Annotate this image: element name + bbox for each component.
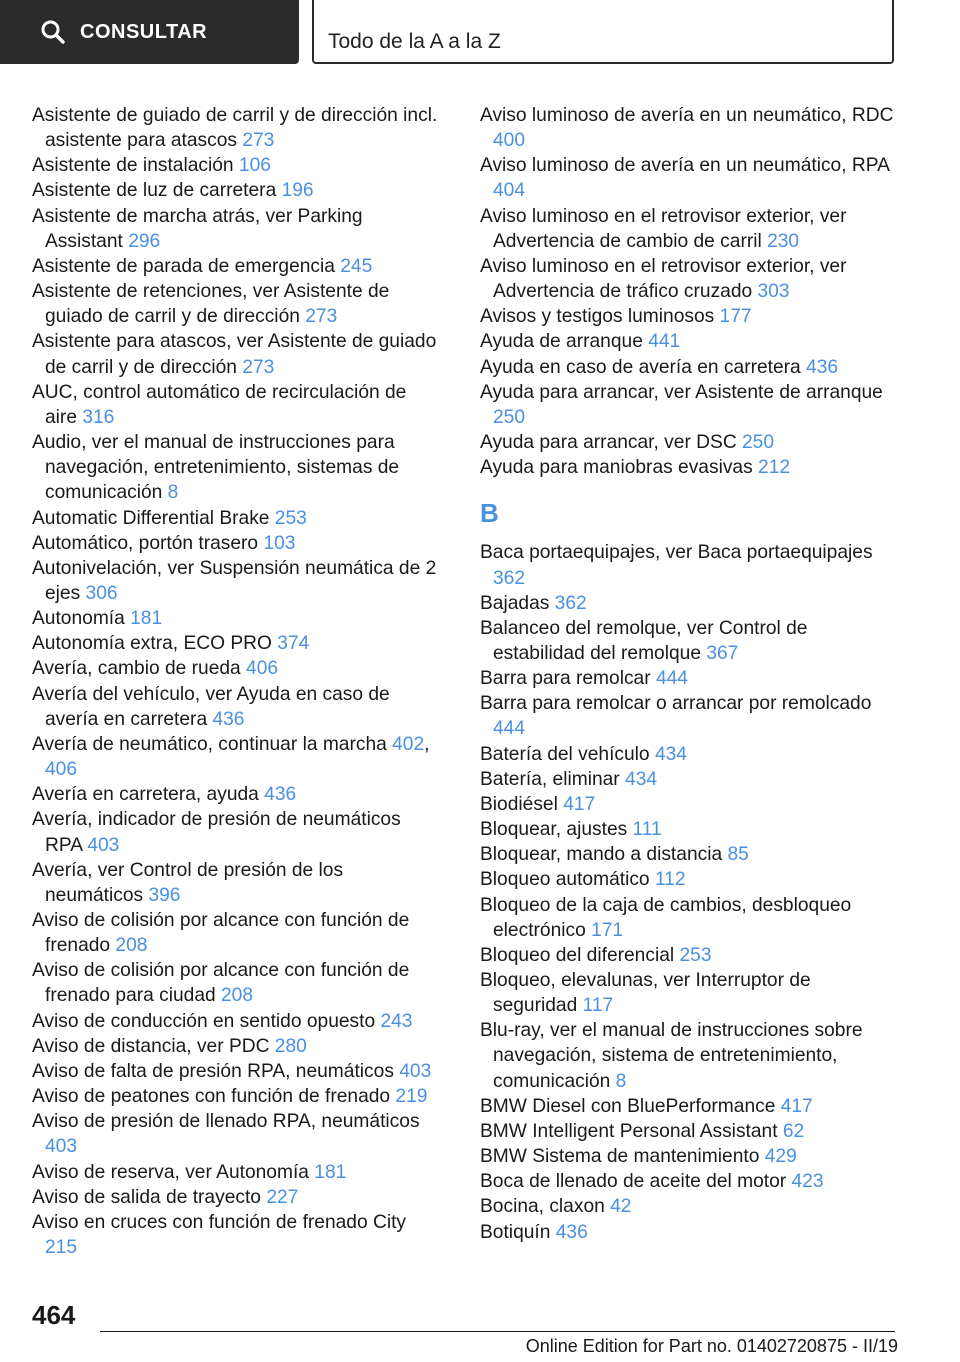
index-entry bbox=[480, 329, 900, 354]
index-entry bbox=[480, 691, 900, 741]
breadcrumb-title: Todo de la A a la Z bbox=[328, 30, 501, 53]
index-entry bbox=[480, 254, 900, 304]
index-entry-text: Avería en carretera, ayuda bbox=[32, 784, 265, 806]
index-entry-text: Ayuda en caso de avería en carretera bbox=[480, 356, 807, 378]
index-entry bbox=[480, 103, 900, 153]
index-entry bbox=[32, 631, 442, 656]
page-link[interactable]: 112 bbox=[654, 869, 686, 891]
index-entry bbox=[32, 153, 442, 178]
index-entries-b bbox=[480, 540, 900, 1244]
page-link[interactable]: 177 bbox=[719, 306, 752, 328]
index-entry bbox=[480, 455, 900, 480]
page-link[interactable]: 253 bbox=[274, 507, 307, 529]
consultar-tab[interactable] bbox=[0, 0, 299, 64]
index-entry-text: Aviso de falta de presión RPA, neumáticos bbox=[32, 1060, 400, 1082]
page-link[interactable]: 404 bbox=[493, 180, 526, 202]
page-link[interactable]: 434 bbox=[625, 768, 658, 790]
index-entry bbox=[480, 355, 900, 380]
index-entry bbox=[480, 1144, 900, 1169]
index-entry-text: Aviso luminoso de avería en un neumático, RPA bbox=[480, 155, 889, 177]
index-entry-text: Aviso luminoso en el retrovisor exterior, ver Advertencia de tráfico cruzado bbox=[480, 255, 847, 303]
index-entry bbox=[32, 782, 442, 807]
index-entry bbox=[480, 380, 900, 430]
page-link[interactable]: 374 bbox=[277, 633, 310, 655]
page-link[interactable]: 273 bbox=[242, 130, 275, 152]
index-entry-text: Bloqueo del diferencial bbox=[480, 944, 680, 966]
page-header bbox=[0, 0, 960, 66]
index-column-right bbox=[480, 103, 900, 1245]
page-link[interactable]: 436 bbox=[806, 356, 839, 378]
index-entry-text: Autonivelación, ver Suspensión neumática de 2 ejes bbox=[32, 557, 437, 604]
section-letter-heading: B bbox=[480, 498, 499, 529]
index-entry bbox=[32, 329, 442, 379]
index-entry bbox=[32, 506, 442, 531]
index-entry bbox=[480, 1220, 900, 1245]
index-entry-text: Bloqueo de la caja de cambios, desbloqueo electrónico bbox=[480, 894, 852, 941]
page-link[interactable]: 8 bbox=[615, 1070, 627, 1092]
page-link[interactable]: 103 bbox=[263, 532, 296, 554]
page-link[interactable]: 396 bbox=[148, 884, 181, 906]
index-entry-text: AUC, control automático de recirculación de aire bbox=[32, 381, 407, 428]
index-entry bbox=[32, 178, 442, 203]
index-entry bbox=[32, 606, 442, 631]
page-link[interactable]: 62 bbox=[782, 1120, 805, 1142]
page-link[interactable]: 42 bbox=[610, 1196, 632, 1218]
index-entry bbox=[480, 1094, 900, 1119]
page-link[interactable]: 417 bbox=[563, 793, 596, 815]
page-link[interactable]: 436 bbox=[555, 1221, 588, 1243]
index-entry bbox=[32, 1185, 442, 1210]
index-entry bbox=[32, 1084, 442, 1109]
page-link[interactable]: 212 bbox=[758, 457, 791, 479]
page-link[interactable]: 181 bbox=[130, 608, 163, 630]
page-link[interactable]: 436 bbox=[264, 784, 297, 806]
index-entry bbox=[32, 531, 442, 556]
index-entry bbox=[480, 153, 900, 203]
index-entry-text: Avería, ver Control de presión de los neumáticos bbox=[32, 859, 344, 906]
index-entry-text: Ayuda de arranque bbox=[480, 331, 649, 353]
index-entry bbox=[32, 430, 442, 505]
index-entry-text: Batería, eliminar bbox=[480, 768, 626, 790]
index-entry-text: Aviso luminoso de avería en un neumático, RDC bbox=[480, 105, 894, 126]
index-entry-text: Aviso luminoso en el retrovisor exterior, ver Advertencia de cambio de carril bbox=[480, 205, 847, 252]
page-link[interactable]: 434 bbox=[654, 743, 687, 765]
index-entry bbox=[480, 430, 900, 455]
page-link[interactable]: 117 bbox=[582, 995, 614, 1017]
page-link[interactable]: 444 bbox=[493, 718, 526, 740]
index-entry-text: Avisos y testigos luminosos bbox=[480, 306, 720, 328]
index-entry-text: Biodiésel bbox=[480, 793, 564, 815]
index-entry-text: Avería, cambio de rueda bbox=[32, 658, 247, 680]
page-link[interactable]: 219 bbox=[395, 1086, 428, 1108]
index-column-left bbox=[32, 103, 442, 1260]
index-entry-text: Asistente de guiado de carril y de dirección incl. asistente para atascos bbox=[32, 105, 438, 152]
index-entry-text: Aviso de distancia, ver PDC bbox=[32, 1035, 275, 1057]
index-entry-text: Asistente de instalación bbox=[32, 155, 239, 177]
page-link[interactable]: 8 bbox=[167, 482, 179, 504]
index-entry bbox=[480, 792, 900, 817]
index-entry-text: Avería, indicador de presión de neumáticos RPA bbox=[32, 809, 401, 856]
index-entry-text: Aviso de colisión por alcance con función de frenado bbox=[32, 910, 410, 957]
index-entry-text: Bajadas bbox=[480, 592, 555, 614]
page-link[interactable]: 316 bbox=[82, 406, 115, 428]
index-entry bbox=[32, 858, 442, 908]
index-entry-text: Asistente de parada de emergencia bbox=[32, 255, 341, 277]
index-entry-text: Barra para remolcar o arrancar por remolcado bbox=[480, 693, 872, 715]
page-link[interactable]: 196 bbox=[281, 180, 314, 202]
index-entry-text: Aviso en cruces con función de frenado City bbox=[32, 1211, 407, 1233]
index-entry-text: Avería del vehículo, ver Ayuda en caso de avería en carretera bbox=[32, 683, 390, 730]
index-entry bbox=[480, 304, 900, 329]
search-icon bbox=[40, 19, 66, 45]
index-entry-text: Bloqueo automático bbox=[480, 869, 655, 891]
index-entry bbox=[480, 616, 900, 666]
page-link[interactable]: 171 bbox=[591, 919, 624, 941]
index-entry bbox=[480, 742, 900, 767]
page-link[interactable]: 436 bbox=[212, 708, 245, 730]
page-link[interactable]: 85 bbox=[727, 844, 749, 866]
page-link[interactable]: 227 bbox=[266, 1186, 299, 1208]
index-entry bbox=[32, 656, 442, 681]
index-entry-text: Autonomía bbox=[32, 608, 131, 630]
index-entry-text: Aviso de colisión por alcance con función de frenado para ciudad bbox=[32, 960, 410, 1007]
page-link[interactable]: 367 bbox=[706, 642, 739, 664]
index-entry bbox=[32, 254, 442, 279]
consultar-label: CONSULTAR bbox=[80, 20, 208, 43]
index-entry bbox=[480, 204, 900, 254]
page-link[interactable]: 402 bbox=[392, 733, 425, 755]
page-link[interactable]: 243 bbox=[380, 1010, 413, 1032]
footer-edition: Online Edition for Part no. 01402720875 - II/19 bbox=[525, 1336, 898, 1356]
page-link[interactable]: 429 bbox=[764, 1146, 797, 1168]
index-entry bbox=[480, 666, 900, 691]
index-entry bbox=[480, 867, 900, 892]
page-link[interactable]: 441 bbox=[648, 331, 681, 353]
page-link[interactable]: 406 bbox=[45, 759, 78, 781]
index-entry bbox=[480, 1194, 900, 1219]
page-link[interactable]: 406 bbox=[246, 658, 279, 680]
page-link[interactable]: 208 bbox=[115, 935, 148, 957]
index-entry bbox=[32, 1059, 442, 1084]
page-link[interactable]: 280 bbox=[274, 1035, 307, 1057]
page-number: 464 bbox=[32, 1300, 76, 1330]
breadcrumb bbox=[312, 0, 894, 64]
index-entry-text: Autonomía extra, ECO PRO bbox=[32, 633, 278, 655]
page-link[interactable]: 106 bbox=[238, 155, 271, 177]
index-entry-text: Aviso de salida de trayecto bbox=[32, 1186, 267, 1208]
footer-divider bbox=[100, 1331, 895, 1332]
index-entry bbox=[32, 103, 442, 153]
page-link[interactable]: 423 bbox=[791, 1171, 824, 1193]
index-entry bbox=[480, 591, 900, 616]
index-entry bbox=[480, 1119, 900, 1144]
index-entry-text: Botiquín bbox=[480, 1221, 556, 1243]
index-entry-text: Boca de llenado de aceite del motor bbox=[480, 1171, 792, 1193]
index-entry-text: Bloquear, mando a distancia bbox=[480, 844, 728, 866]
index-entry bbox=[32, 1210, 442, 1260]
index-entry bbox=[480, 817, 900, 842]
index-entry-text: Ayuda para arrancar, ver DSC bbox=[480, 432, 743, 454]
page-link[interactable]: 230 bbox=[767, 230, 800, 252]
index-entry bbox=[480, 1169, 900, 1194]
index-entry bbox=[480, 943, 900, 968]
index-entry bbox=[32, 958, 442, 1008]
index-entry-text: Ayuda para arrancar, ver Asistente de arranque bbox=[480, 381, 883, 403]
index-entry-text: Asistente de luz de carretera bbox=[32, 180, 282, 202]
page-link[interactable]: 417 bbox=[780, 1095, 813, 1117]
index-entry bbox=[32, 1109, 442, 1159]
index-entry-text: Baca portaequipajes, ver Baca portaequipajes bbox=[480, 542, 873, 564]
index-entry-text: Automatic Differential Brake bbox=[32, 507, 275, 529]
page-link[interactable]: 253 bbox=[679, 944, 712, 966]
index-entry-text: Blu-ray, ver el manual de instrucciones sobre navegación, sistema de entretenimiento, comunicación bbox=[480, 1020, 863, 1092]
index-entry bbox=[480, 893, 900, 943]
index-entries-a bbox=[480, 103, 900, 480]
index-entry-text: BMW Intelligent Personal Assistant bbox=[480, 1120, 783, 1142]
index-entry bbox=[32, 807, 442, 857]
page-link[interactable]: 400 bbox=[493, 130, 526, 152]
index-entry bbox=[32, 556, 442, 606]
page-link[interactable]: 403 bbox=[399, 1060, 432, 1082]
index-entry-text: Bloquear, ajustes bbox=[480, 819, 633, 841]
index-entry-text: Audio, ver el manual de instrucciones para navegación, entretenimiento, sistemas de comunicación bbox=[32, 432, 400, 504]
page-link[interactable]: 362 bbox=[554, 592, 587, 614]
page-link[interactable]: 111 bbox=[632, 819, 662, 841]
index-entry bbox=[480, 540, 900, 590]
index-entry bbox=[480, 842, 900, 867]
index-entry-text: Batería del vehículo bbox=[480, 743, 655, 765]
index-entry bbox=[32, 380, 442, 430]
index-entry-text: Aviso de presión de llenado RPA, neumáticos bbox=[32, 1111, 420, 1133]
page-link[interactable]: 250 bbox=[493, 406, 526, 428]
index-entry bbox=[32, 279, 442, 329]
index-entry bbox=[32, 1009, 442, 1034]
index-entry-text: BMW Diesel con BluePerformance bbox=[480, 1095, 781, 1117]
page-link[interactable]: 362 bbox=[493, 567, 526, 589]
index-entry bbox=[32, 1034, 442, 1059]
index-entry bbox=[32, 682, 442, 732]
index-entry-text: Automático, portón trasero bbox=[32, 532, 264, 554]
index-entry-text: Aviso de conducción en sentido opuesto bbox=[32, 1010, 381, 1032]
index-entry-text: Aviso de peatones con función de frenado bbox=[32, 1086, 396, 1108]
index-entry-text: Ayuda para maniobras evasivas bbox=[480, 457, 759, 479]
index-entry bbox=[480, 1018, 900, 1093]
page-link[interactable]: 303 bbox=[757, 281, 790, 303]
page-link[interactable]: 245 bbox=[340, 255, 373, 277]
page-link[interactable]: 181 bbox=[314, 1161, 347, 1183]
page-link[interactable]: 403 bbox=[87, 834, 120, 856]
page-link[interactable]: 250 bbox=[742, 432, 775, 454]
index-entry-text: Avería de neumático, continuar la marcha bbox=[32, 733, 393, 755]
index-entry bbox=[480, 968, 900, 1018]
index-entry-text: Asistente de retenciones, ver Asistente de guiado de carril y de dirección bbox=[32, 281, 390, 328]
index-entry-text: Bocina, claxon bbox=[480, 1196, 611, 1218]
index-entry bbox=[32, 204, 442, 254]
index-entry-text: Balanceo del remolque, ver Control de estabilidad del remolque bbox=[480, 617, 808, 664]
index-entry-text: Asistente de marcha atrás, ver Parking Assistant bbox=[32, 205, 363, 252]
page-link[interactable]: 215 bbox=[45, 1237, 78, 1259]
page-link[interactable]: 208 bbox=[221, 985, 254, 1007]
page-link[interactable]: 444 bbox=[655, 668, 688, 690]
index-entry bbox=[32, 1160, 442, 1185]
index-entry-text: Aviso de reserva, ver Autonomía bbox=[32, 1161, 315, 1183]
page-link[interactable]: 306 bbox=[85, 582, 118, 604]
index-entry-text: Asistente para atascos, ver Asistente de guiado de carril y de dirección bbox=[32, 331, 437, 378]
page-link[interactable]: 296 bbox=[128, 230, 161, 252]
page-link[interactable]: 273 bbox=[242, 356, 275, 378]
page-link[interactable]: 273 bbox=[305, 306, 338, 328]
index-entry-text: Bloqueo, elevalunas, ver Interruptor de seguridad bbox=[480, 970, 811, 1017]
index-entry bbox=[32, 908, 442, 958]
page-link[interactable]: 403 bbox=[45, 1136, 78, 1158]
index-entry: Avería de neumático, continuar la marcha 402, 406 bbox=[32, 733, 430, 781]
index-entry bbox=[480, 767, 900, 792]
index-entry-text: BMW Sistema de mantenimiento bbox=[480, 1146, 765, 1168]
index-entry-text: Barra para remolcar bbox=[480, 668, 656, 690]
